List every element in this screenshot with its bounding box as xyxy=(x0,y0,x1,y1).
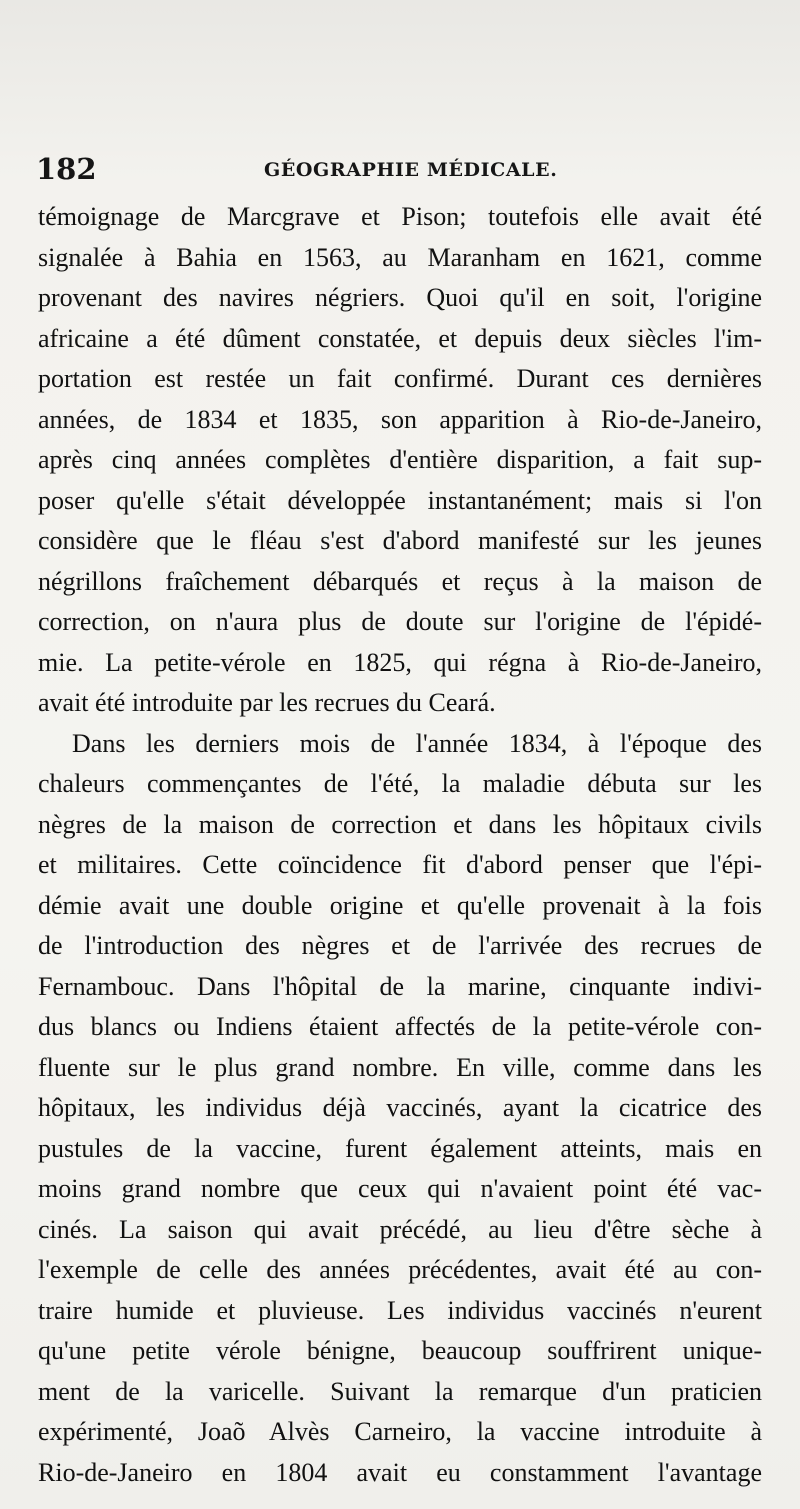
text-line: expérimenté, Joaõ Alvès Carneiro, la vaccine introduite à xyxy=(38,1417,762,1446)
text-line: démie avait une double origine et qu'elle provenait à la fois xyxy=(38,890,762,920)
page-header xyxy=(36,152,766,192)
text-line: signalée à Bahia en 1563, au Maranham en 1621, comme xyxy=(38,242,762,272)
text-line: moins grand nombre que ceux qui n'avaient point été vac- xyxy=(38,1174,762,1203)
paragraph-last-line: avait été introduite par les recrues du Ceará. xyxy=(38,688,496,717)
text-line: considère que le fléau s'est d'abord manifesté sur les jeunes xyxy=(38,526,762,555)
text-line: poser qu'elle s'était développée instantanément; mais si l'on xyxy=(38,485,762,515)
paragraph-first-line: Dans les derniers mois de l'année 1834, à l'époque des xyxy=(72,728,762,758)
running-head: GÉOGRAPHIE MÉDICALE. xyxy=(264,159,558,181)
text-line: Fernambouc. Dans l'hôpital de la marine, cinquante indivi- xyxy=(38,971,762,1001)
text-line: ment de la varicelle. Suivant la remarque d'un praticien xyxy=(38,1376,762,1406)
text-line: dus blancs ou Indiens étaient affectés de la petite-vérole con- xyxy=(38,1012,762,1041)
page-number: 182 xyxy=(36,152,97,186)
text-line: hôpitaux, les individus déjà vaccinés, ayant la cicatrice des xyxy=(38,1093,762,1122)
text-line: traire humide et pluvieuse. Les individus vaccinés n'eurent xyxy=(38,1295,762,1325)
text-line: années, de 1834 et 1835, son apparition à Rio-de-Janeiro, xyxy=(38,404,762,434)
text-line: l'exemple de celle des années précédentes, avait été au con- xyxy=(38,1255,762,1284)
text-line: provenant des navires négriers. Quoi qu'il en soit, l'origine xyxy=(38,283,762,312)
body-text xyxy=(38,197,762,1493)
text-line: Rio-de-Janeiro en 1804 avait eu constamment l'avantage xyxy=(38,1457,762,1487)
text-line: correction, on n'aura plus de doute sur l'origine de l'épidé- xyxy=(38,607,762,636)
text-line: nègres de la maison de correction et dans les hôpitaux civils xyxy=(38,809,762,839)
text-line: négrillons fraîchement débarqués et reçus à la maison de xyxy=(38,566,762,596)
text-line: fluente sur le plus grand nombre. En ville, comme dans les xyxy=(38,1052,762,1082)
text-line: pustules de la vaccine, furent également atteints, mais en xyxy=(38,1133,762,1163)
text-line: mie. La petite-vérole en 1825, qui régna à Rio-de-Janeiro, xyxy=(38,647,762,677)
text-line: portation est restée un fait confirmé. Durant ces dernières xyxy=(38,364,762,393)
text-line: chaleurs commençantes de l'été, la maladie débuta sur les xyxy=(38,769,762,798)
text-line: et militaires. Cette coïncidence fit d'abord penser que l'épi- xyxy=(38,850,762,879)
text-line: après cinq années complètes d'entière disparition, a fait sup- xyxy=(38,445,762,474)
text-line: de l'introduction des nègres et de l'arrivée des recrues de xyxy=(38,931,762,960)
text-line: cinés. La saison qui avait précédé, au lieu d'être sèche à xyxy=(38,1214,762,1244)
text-line: qu'une petite vérole bénigne, beaucoup souffrirent unique- xyxy=(38,1336,762,1365)
text-line: africaine a été dûment constatée, et depuis deux siècles l'im- xyxy=(38,323,762,353)
text-line: témoignage de Marcgrave et Pison; toutefois elle avait été xyxy=(38,202,762,231)
